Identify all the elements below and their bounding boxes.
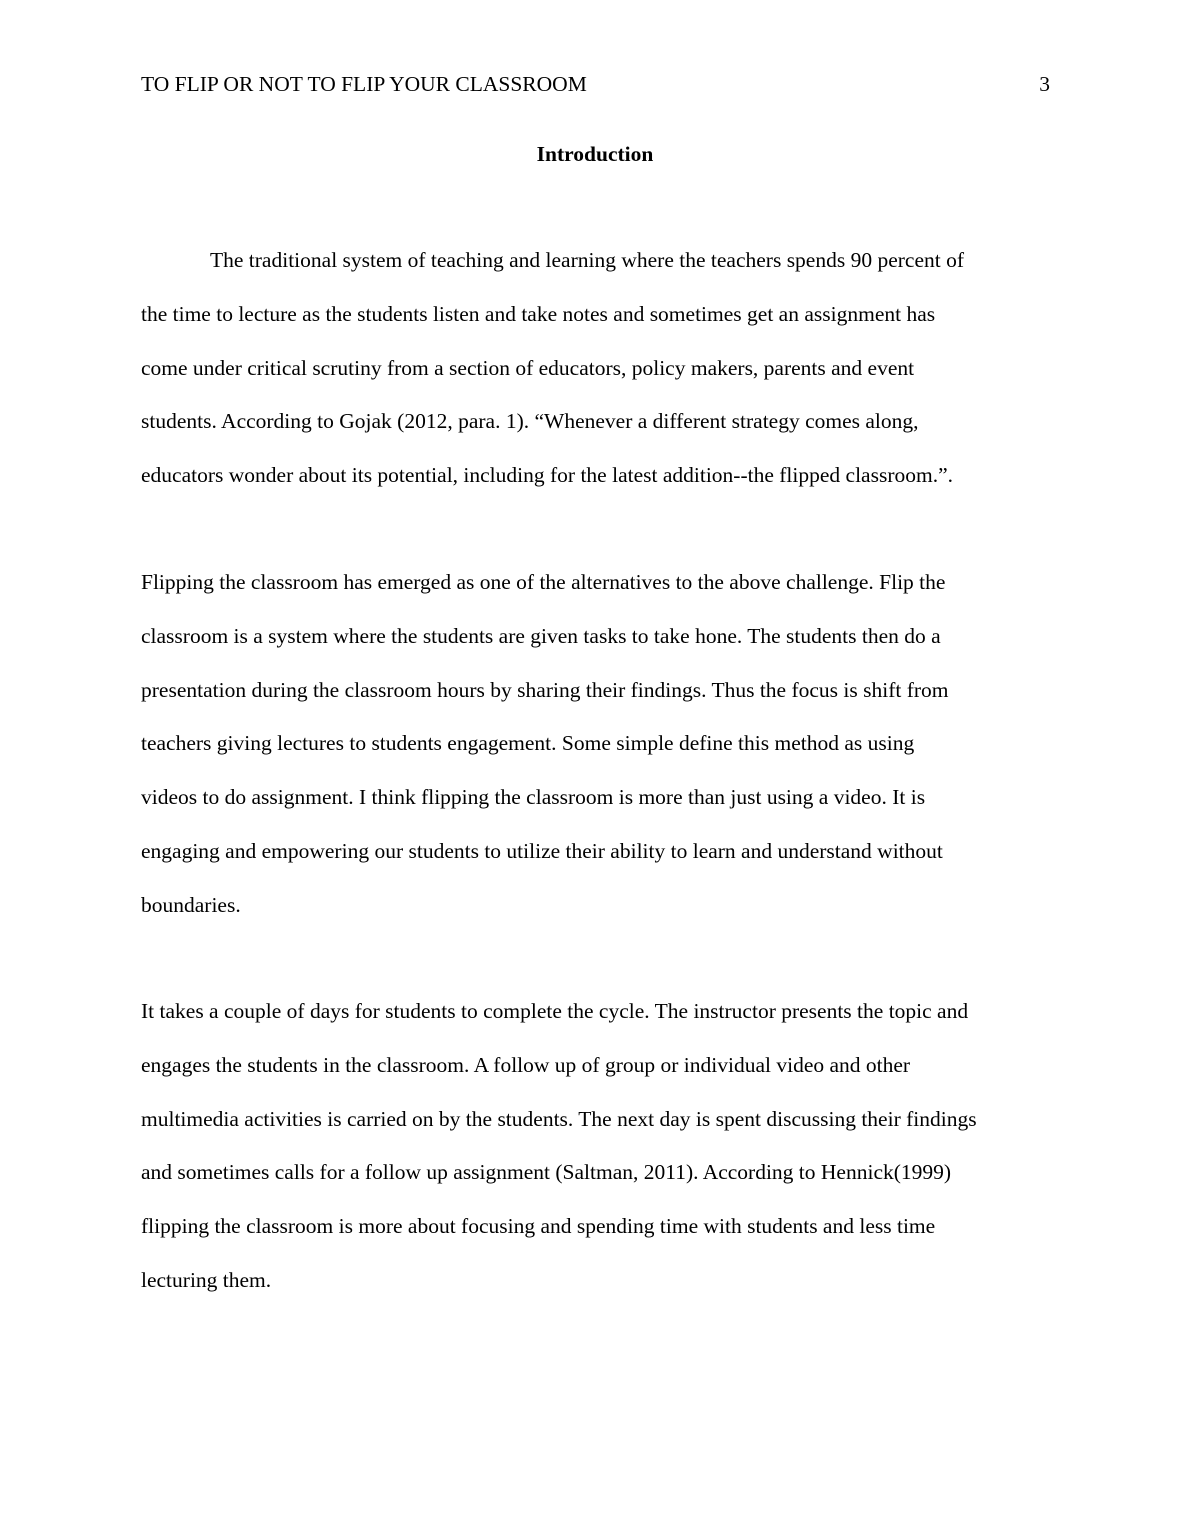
paragraph-line: come under critical scrutiny from a section of educators, policy makers, parents and event (141, 355, 915, 380)
paragraph-line: videos to do assignment. I think flipping the classroom is more than just using a video. It is (141, 785, 926, 809)
paragraph-line: engaging and empowering our students to utilize their ability to learn and understand without (141, 838, 943, 863)
paragraph-line: It takes a couple of days for students to complete the cycle. The instructor presents the topic and (141, 999, 969, 1023)
paragraph-2 (141, 556, 1053, 932)
paragraph-1 (141, 234, 1053, 503)
paragraph-line: students. According to Gojak (2012, para. 1). “Whenever a different strategy comes along, (141, 409, 919, 434)
page-number: 3 (1039, 72, 1050, 96)
paragraph-line: and sometimes calls for a follow up assignment (Saltman, 2011). According to Hennick(1999) (141, 1160, 952, 1185)
paragraph-line: the time to lecture as the students listen and take notes and sometimes get an assignment has (141, 301, 936, 326)
paragraph-line: The traditional system of teaching and learning where the teachers spends 90 percent of (210, 248, 965, 272)
running-head: TO FLIP OR NOT TO FLIP YOUR CLASSROOM (141, 72, 587, 96)
paragraph-line: engages the students in the classroom. A follow up of group or individual video and other (141, 1052, 911, 1077)
paragraph-line: presentation during the classroom hours by sharing their findings. Thus the focus is shift from (141, 677, 949, 702)
paragraph-3 (141, 985, 1053, 1308)
paragraph-line: classroom is a system where the students are given tasks to take hone. The students then do a (141, 623, 941, 648)
section-heading: Introduction (536, 142, 654, 166)
paragraph-line: multimedia activities is carried on by the students. The next day is spent discussing their findings (141, 1106, 977, 1131)
paragraph-line: Flipping the classroom has emerged as one of the alternatives to the above challenge. Flip the (141, 570, 946, 594)
paragraph-line: flipping the classroom is more about focusing and spending time with students and less time (141, 1214, 936, 1238)
paragraph-line: educators wonder about its potential, including for the latest addition--the flipped classroom.”. (141, 463, 954, 487)
paragraph-line: boundaries. (141, 892, 241, 917)
paragraph-line: teachers giving lectures to students engagement. Some simple define this method as using (141, 731, 915, 756)
paragraph-line: lecturing them. (141, 1267, 272, 1292)
